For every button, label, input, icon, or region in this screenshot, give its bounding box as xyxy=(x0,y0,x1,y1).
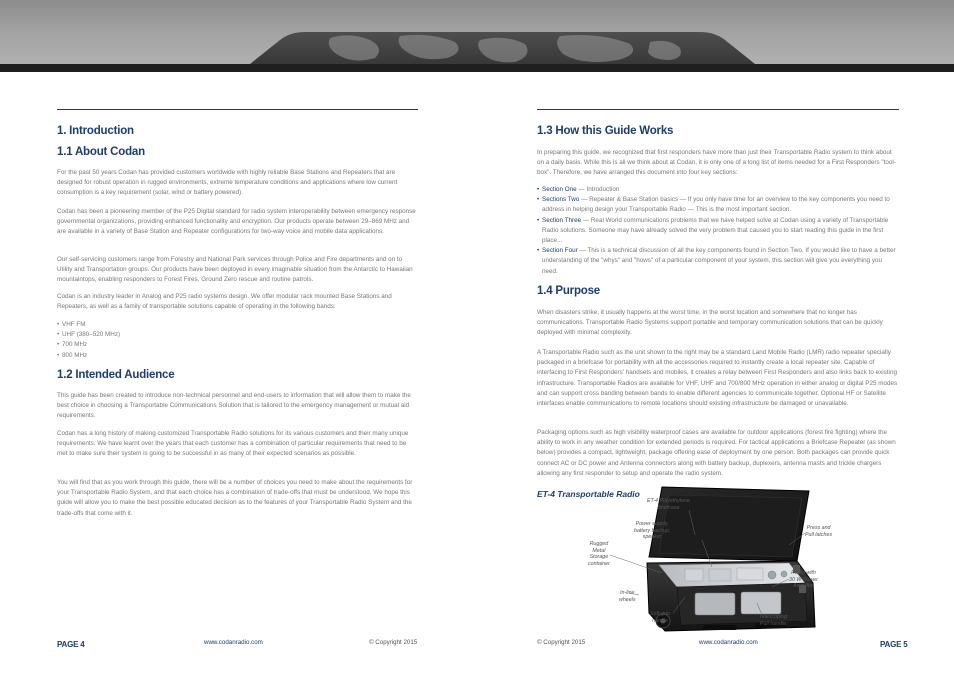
callout-wheels: In-line wheels xyxy=(619,590,636,603)
paragraph: Our self-servicing customers range from Forestry and National Park services through Police and Fire departments and on to Utility and Transportation groups. Our products have been deployed in every imaginable situation from the Antarctic to Hawaiian mountaintops, enabling responders to Forest Fires, Ground Zero rescue and routine patrols. xyxy=(57,256,413,284)
paragraph: A Transportable Radio such as the unit shown to the right may be a standard Land Mobile Radio (LMR) radio repeater specially packaged in a briefcase for portability with all the accessories required to instantly create a local repeater site. Capable of interfacing to First Responders' handsets and mobiles, it creates a relay between First Responders and also links back to existing infrastructure. Transportable Radios are available for VHF, UHF and 700/800 MHz operation in either analog or digital P25 modes and can support cross banding between bands to enable different agencies to communicate together. Optional HF or Satellite interfaces enable communications to remote locations should existing infrastructure be damaged or unavailable. xyxy=(537,349,898,408)
paragraph: Packaging options such as high visibility waterproof cases are available for outdoor applications (forest fire fighting) where the ability to work in any weather condition for extended periods is required. For tactical applications a Briefcase Repeater (as shown below) provides a compact, lightweight, package offering ease of deployment by one person. Both packages can provide quick connect AC or DC power and Antenna connectors along with battery backup, duplexers, antenna masts and trickle chargers allowing any first responder to setup and operate the radio system. xyxy=(537,429,896,477)
list-item: • 700 MHz xyxy=(57,340,418,350)
list-item: • Section Four — This is a technical discussion of all the key components found in Section Two. If you would like to have a better understanding of the "whys" and "hows" of a particular component of your system, this section will give you everything you need. xyxy=(537,246,899,277)
heading-about-codan: 1.1 About Codan xyxy=(57,146,145,158)
paragraph: Codan is an industry leader in Analog and P25 radio systems design. We offer modular rack mounted Base Stations and Repeaters, as well as a family of transportable solutions capable of operating in the following bands: xyxy=(57,293,392,311)
heading-intended-audience: 1.2 Intended Audience xyxy=(57,369,175,381)
section-term: Section Four xyxy=(542,247,578,255)
list-item: • 800 MHz xyxy=(57,351,418,361)
callout-radio: Radio with 30 W Power Amplifier xyxy=(789,570,818,590)
list-item: • VHF FM xyxy=(57,320,418,330)
copyright: © Copyright 2015 xyxy=(537,639,586,646)
left-page xyxy=(57,0,418,675)
top-rule xyxy=(57,109,418,110)
heading-purpose: 1.4 Purpose xyxy=(537,285,600,297)
right-page xyxy=(537,0,908,675)
list-item: • Sections Two — Repeater & Base Station basics — If you only have time for an overview to the key components you need to address in helping design your Transportable Radio — This is the most important section. xyxy=(537,195,899,215)
paragraph: This guide has been created to introduce non-technical personnel and end-users to information that will allow them to make the best choice in choosing a Transportable Communications Solution that is tailored to the emergency management or mutual aid requirements. xyxy=(57,392,411,420)
list-item: • UHF (380–520 MHz) xyxy=(57,330,418,340)
paragraph: In preparing this guide, we recognized that first responders have more than just their Transportable Radio system to think about on a daily basis. While this is all we think about at Codan, it is only one of a long list of items needed for a First Responders "tool-box". Therefore, we have arranged this document into four key sections: xyxy=(537,149,896,177)
copyright: © Copyright 2015 xyxy=(369,639,418,646)
section-term: Sections Two xyxy=(542,196,580,204)
callout-storage: Rugged Metal Storage container xyxy=(588,541,610,567)
paragraph: Codan has a long history of making customized Transportable Radio solutions for its various customers and their many unique requirements. We have learnt over the years that each customer has a combination of particular requirements that need to be met to make sure their system is going to be successful in as many of their expected scenarios as possible. xyxy=(57,430,409,458)
sections-list xyxy=(537,185,899,277)
figure-title: ET-4 Transportable Radio xyxy=(537,489,640,499)
list-item: • Section One — Introduction xyxy=(537,185,899,195)
top-rule xyxy=(537,109,899,110)
paragraph: You will find that as you work through this guide, there will be a number of choices you need to make about the requirements for your Transportable Radio System, and that each choice has a combination of trade-offs that must be understood. We hope this guide will allow you to make the best possible educated decision as to the features of your Transportable Radio System and the trade-offs that come with it. xyxy=(57,479,413,517)
heading-introduction: 1. Introduction xyxy=(57,125,134,137)
callout-telescoping-handle: Telescoping Pull handle xyxy=(759,614,788,627)
section-term: Section Three xyxy=(542,216,582,224)
page-number: PAGE 4 xyxy=(57,640,85,649)
callout-leaders xyxy=(577,495,867,635)
list-item: • Section Three — Real World communications problems that we have helped solve at Codan using a variety of Transportable Radio solutions. Someone may have already solved the very problem that caused you to start reading this guide in the first place... xyxy=(537,216,899,247)
paragraph: Codan has been a pioneering member of the P25 Digital standard for radio system interoperability between emergency response governmental organizations, providing enhanced functionality and encryption. Our products operate between 29–869 MHz and are available in a variety of Base Station and Repeater configurations for two-way voice and mobile data applications. xyxy=(57,208,416,236)
paragraph: For the past 50 years Codan has provided customers worldwide with highly reliable Base Stations and Repeaters that are designed for robust operation in rugged environments, extreme temperature conditions and applications where low current consumption is a key requirement (solar, wind or battery powered). xyxy=(57,169,398,197)
callout-grip-handle: Soft-grip handle xyxy=(650,611,671,624)
callout-latches: Press and Pull latches xyxy=(805,525,833,538)
website-link[interactable]: www.codanradio.com xyxy=(699,639,758,646)
page-number: PAGE 5 xyxy=(880,640,908,649)
website-link[interactable]: www.codanradio.com xyxy=(204,639,263,646)
heading-how-guide-works: 1.3 How this Guide Works xyxy=(537,125,674,137)
paragraph: When disasters strike, it usually happens at the worst time, in the worst location and somewhere that no longer has communications. Transportable Radio Systems support portable and temporary communication solutions that can be quickly deployed with minimal complexity. xyxy=(537,309,883,337)
bands-list xyxy=(57,320,418,361)
section-term: Section One xyxy=(542,186,577,193)
callout-briefcase: ET-4 Polyethylene Briefcase xyxy=(647,498,690,511)
callout-power-supply: Power supply, battery backup, speaker xyxy=(634,521,671,541)
